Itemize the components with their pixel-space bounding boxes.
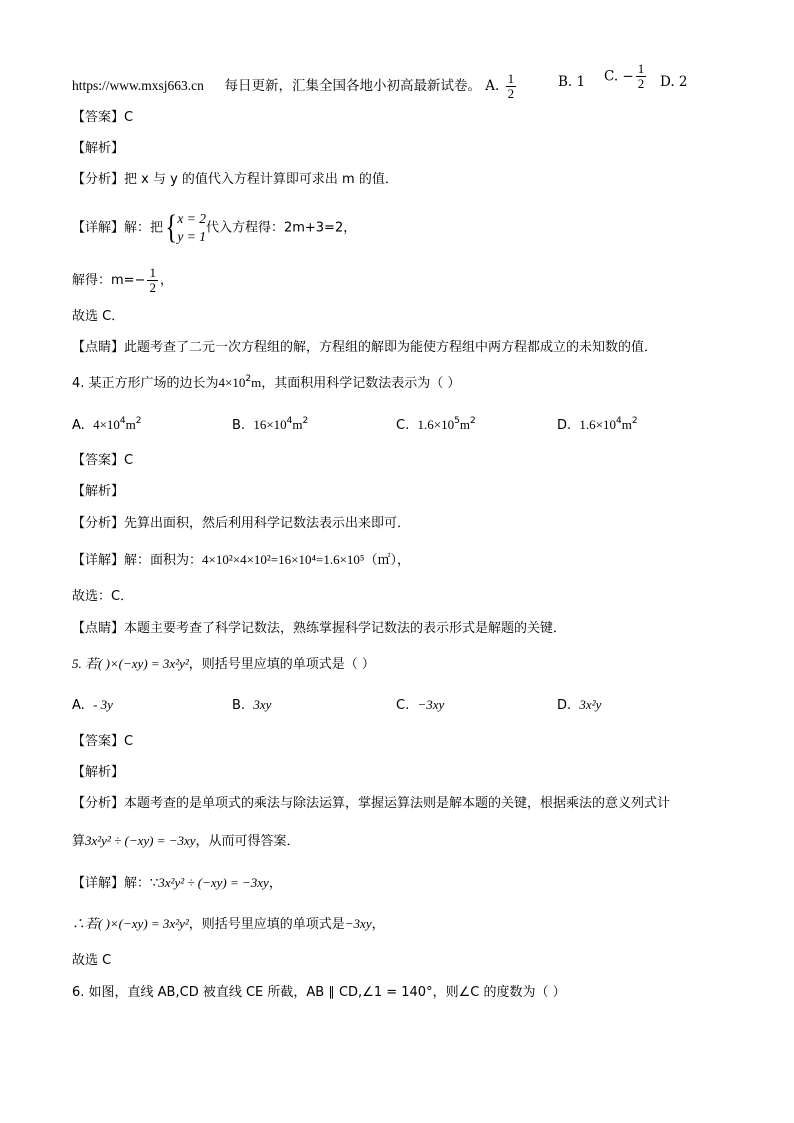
header-line bbox=[72, 72, 518, 101]
q4-option-c: C. $1.6\times 10^5m^2$ bbox=[396, 416, 476, 433]
q5-answer: 【答案】C bbox=[72, 734, 134, 749]
q4-option-b: B. $16\times 10^4m^2$ bbox=[232, 416, 309, 433]
q4-fenxi: 【分析】先算出面积，然后利用科学记数法表示出来即可． bbox=[72, 516, 411, 531]
q5-option-a: A. - 3y bbox=[72, 697, 113, 713]
q6-stem: 6. 如图，直线 AB,CD 被直线 CE 所截，AB ∥ CD,∠1 = 140°，则∠C 的度数为（ ） bbox=[72, 985, 566, 1000]
q5-therefore: ∴若( )×(−xy) = 3x²y²，则括号里应填的单项式是−3xy， bbox=[72, 916, 385, 932]
q3-answer: 【答案】C bbox=[72, 110, 134, 125]
q4-answer: 【答案】C bbox=[72, 453, 134, 468]
q4-option-a: A. $4\times 10^4m^2$ bbox=[72, 416, 142, 433]
q3-detail: 【详解】解：把{ x = 2 y = 1 代入方程得：2m+3=2， bbox=[72, 209, 357, 246]
q4-dianjing: 【点睛】本题主要考查了科学记数法，熟练掌握科学记数法的表示形式是解题的关键． bbox=[72, 621, 567, 636]
source-url: https://www.mxsj663.cn bbox=[72, 78, 204, 93]
q4-choose: 故选：C． bbox=[72, 589, 134, 604]
q5-fenxi-formula: 算3x²y² ÷ (−xy) = −3xy，从而可得答案． bbox=[72, 833, 300, 849]
option-b: B. 1 bbox=[558, 74, 586, 90]
q3-solve: 解得：m=− $\frac{1}{2}$ ， bbox=[72, 265, 173, 295]
option-c: C. − $\frac{1}{2}$ bbox=[604, 61, 645, 91]
q3-choose: 故选 C． bbox=[72, 309, 125, 324]
q5-fenxi: 【分析】本题考查的是单项式的乘法与除法运算，掌握运算法则是解本题的关键，根据乘法的意义列式计 bbox=[72, 796, 671, 811]
q3-fenxi: 【分析】把 x 与 y 的值代入方程计算即可求出 m 的值． bbox=[72, 172, 398, 187]
slogan: 每日更新，汇集全国各地小初高最新试卷。 bbox=[224, 78, 481, 94]
q4-stem: 4. 某正方形广场的边长为$4\times 10^2m$，其面积用科学记数法表示为（ ） bbox=[72, 374, 461, 391]
q5-choose: 故选 C bbox=[72, 953, 112, 968]
q5-detail: 【详解】解：∵3x²y² ÷ (−xy) = −3xy， bbox=[72, 875, 282, 891]
q4-analysis-title: 【解析】 bbox=[72, 484, 125, 499]
q3-dianjing: 【点睛】此题考查了二元一次方程组的解，方程组的解即为能使方程组中两方程都成立的未知数的值． bbox=[72, 340, 658, 355]
q5-analysis-title: 【解析】 bbox=[72, 765, 125, 780]
q3-equation-system: x = 2 y = 1 bbox=[177, 211, 206, 244]
option-a-fraction: $\frac{1}{2}$ bbox=[507, 71, 515, 101]
option-d: D. 2 bbox=[660, 74, 688, 90]
q5-option-d: D. 3x²y bbox=[557, 697, 602, 713]
q5-option-b: B. 3xy bbox=[232, 697, 272, 713]
q3-analysis-title: 【解析】 bbox=[72, 141, 125, 156]
option-a-label: A. bbox=[485, 78, 500, 94]
q5-option-c: C. −3xy bbox=[396, 697, 445, 713]
q4-detail: 【详解】解：面积为：4×10²×4×10²=16×10⁴=1.6×10⁵（㎡）， bbox=[72, 552, 410, 568]
q4-option-d: D. $1.6\times 10^4m^2$ bbox=[557, 416, 638, 433]
q5-stem: 5. 若( )×(−xy) = 3x²y²，则括号里应填的单项式是（ ） bbox=[72, 656, 375, 672]
